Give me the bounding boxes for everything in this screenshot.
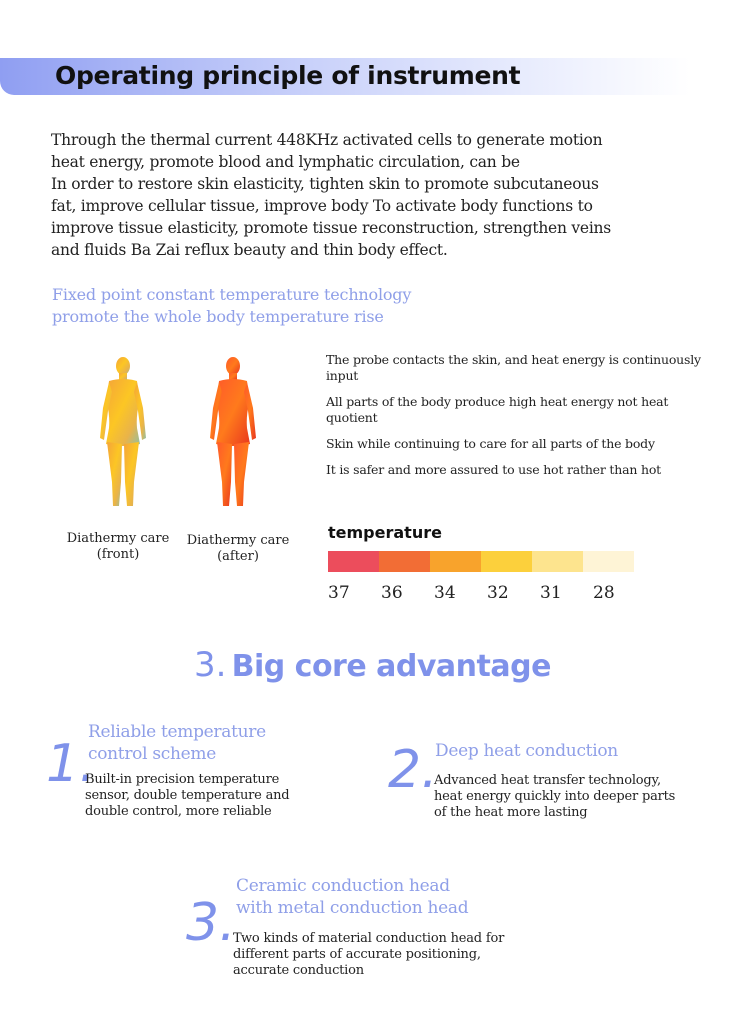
advantage-heading-1: Reliable temperature control scheme	[88, 722, 266, 764]
body-figure-front	[92, 356, 154, 512]
list-item: Skin while continuing to care for all parts of the body	[326, 436, 655, 451]
temperature-segment	[379, 551, 430, 572]
list-item: The probe contacts the skin, and heat energy is continuously input	[326, 352, 701, 383]
temperature-segment	[481, 551, 532, 572]
page-title: Operating principle of instrument	[55, 61, 521, 90]
section-number: 3.	[194, 645, 227, 685]
list-item: All parts of the body produce high heat energy not heat quotient	[326, 394, 669, 425]
temperature-value: 37	[328, 583, 350, 603]
temperature-segment	[532, 551, 583, 572]
body-figure-after	[202, 356, 264, 512]
temperature-scale-labels	[328, 583, 646, 603]
temperature-value: 31	[540, 583, 562, 603]
temperature-value: 36	[381, 583, 403, 603]
temperature-segment	[430, 551, 481, 572]
figure-label-after: Diathermy care (after)	[186, 533, 290, 564]
list-item: It is safer and more assured to use hot rather than hot	[326, 462, 661, 477]
temperature-segment	[328, 551, 379, 572]
figure-label-front: Diathermy care (front)	[66, 531, 170, 562]
advantage-number-2: 2.	[388, 740, 438, 800]
advantage-heading-2: Deep heat conduction	[435, 741, 618, 761]
temperature-value: 28	[593, 583, 615, 603]
advantage-body-1: Built-in precision temperature sensor, double temperature and double control, more reliable	[85, 772, 290, 819]
advantage-number-1: 1.	[46, 734, 96, 794]
temperature-value: 32	[487, 583, 509, 603]
feature-list	[326, 352, 706, 488]
advantage-number-3: 3.	[186, 893, 236, 953]
section-title-text: Big core advantage	[231, 649, 551, 684]
section-title	[0, 645, 745, 685]
temperature-color-bar	[328, 551, 634, 572]
advantage-body-2: Advanced heat transfer technology, heat energy quickly into deeper parts of the heat more lasting	[434, 773, 676, 820]
temperature-segment	[583, 551, 634, 572]
temperature-heading: temperature	[328, 523, 442, 542]
intro-paragraph: Through the thermal current 448KHz activated cells to generate motion heat energy, promote blood and lymphatic circulation, can be In order to restore skin elasticity, tighten skin to promote subcutaneous fat, improve cellular tissue, improve body To activate body functions to improve tissue elasticity, promote tissue reconstruction, strengthen veins and fluids Ba Zai reflux beauty and thin body effect.	[51, 131, 611, 259]
advantage-heading-3: Ceramic conduction head with metal conduction head	[236, 876, 469, 918]
temperature-value: 34	[434, 583, 456, 603]
technology-subtitle: Fixed point constant temperature technology promote the whole body temperature rise	[52, 285, 412, 326]
advantage-body-3: Two kinds of material conduction head for different parts of accurate positioning, accurate conduction	[233, 931, 505, 978]
